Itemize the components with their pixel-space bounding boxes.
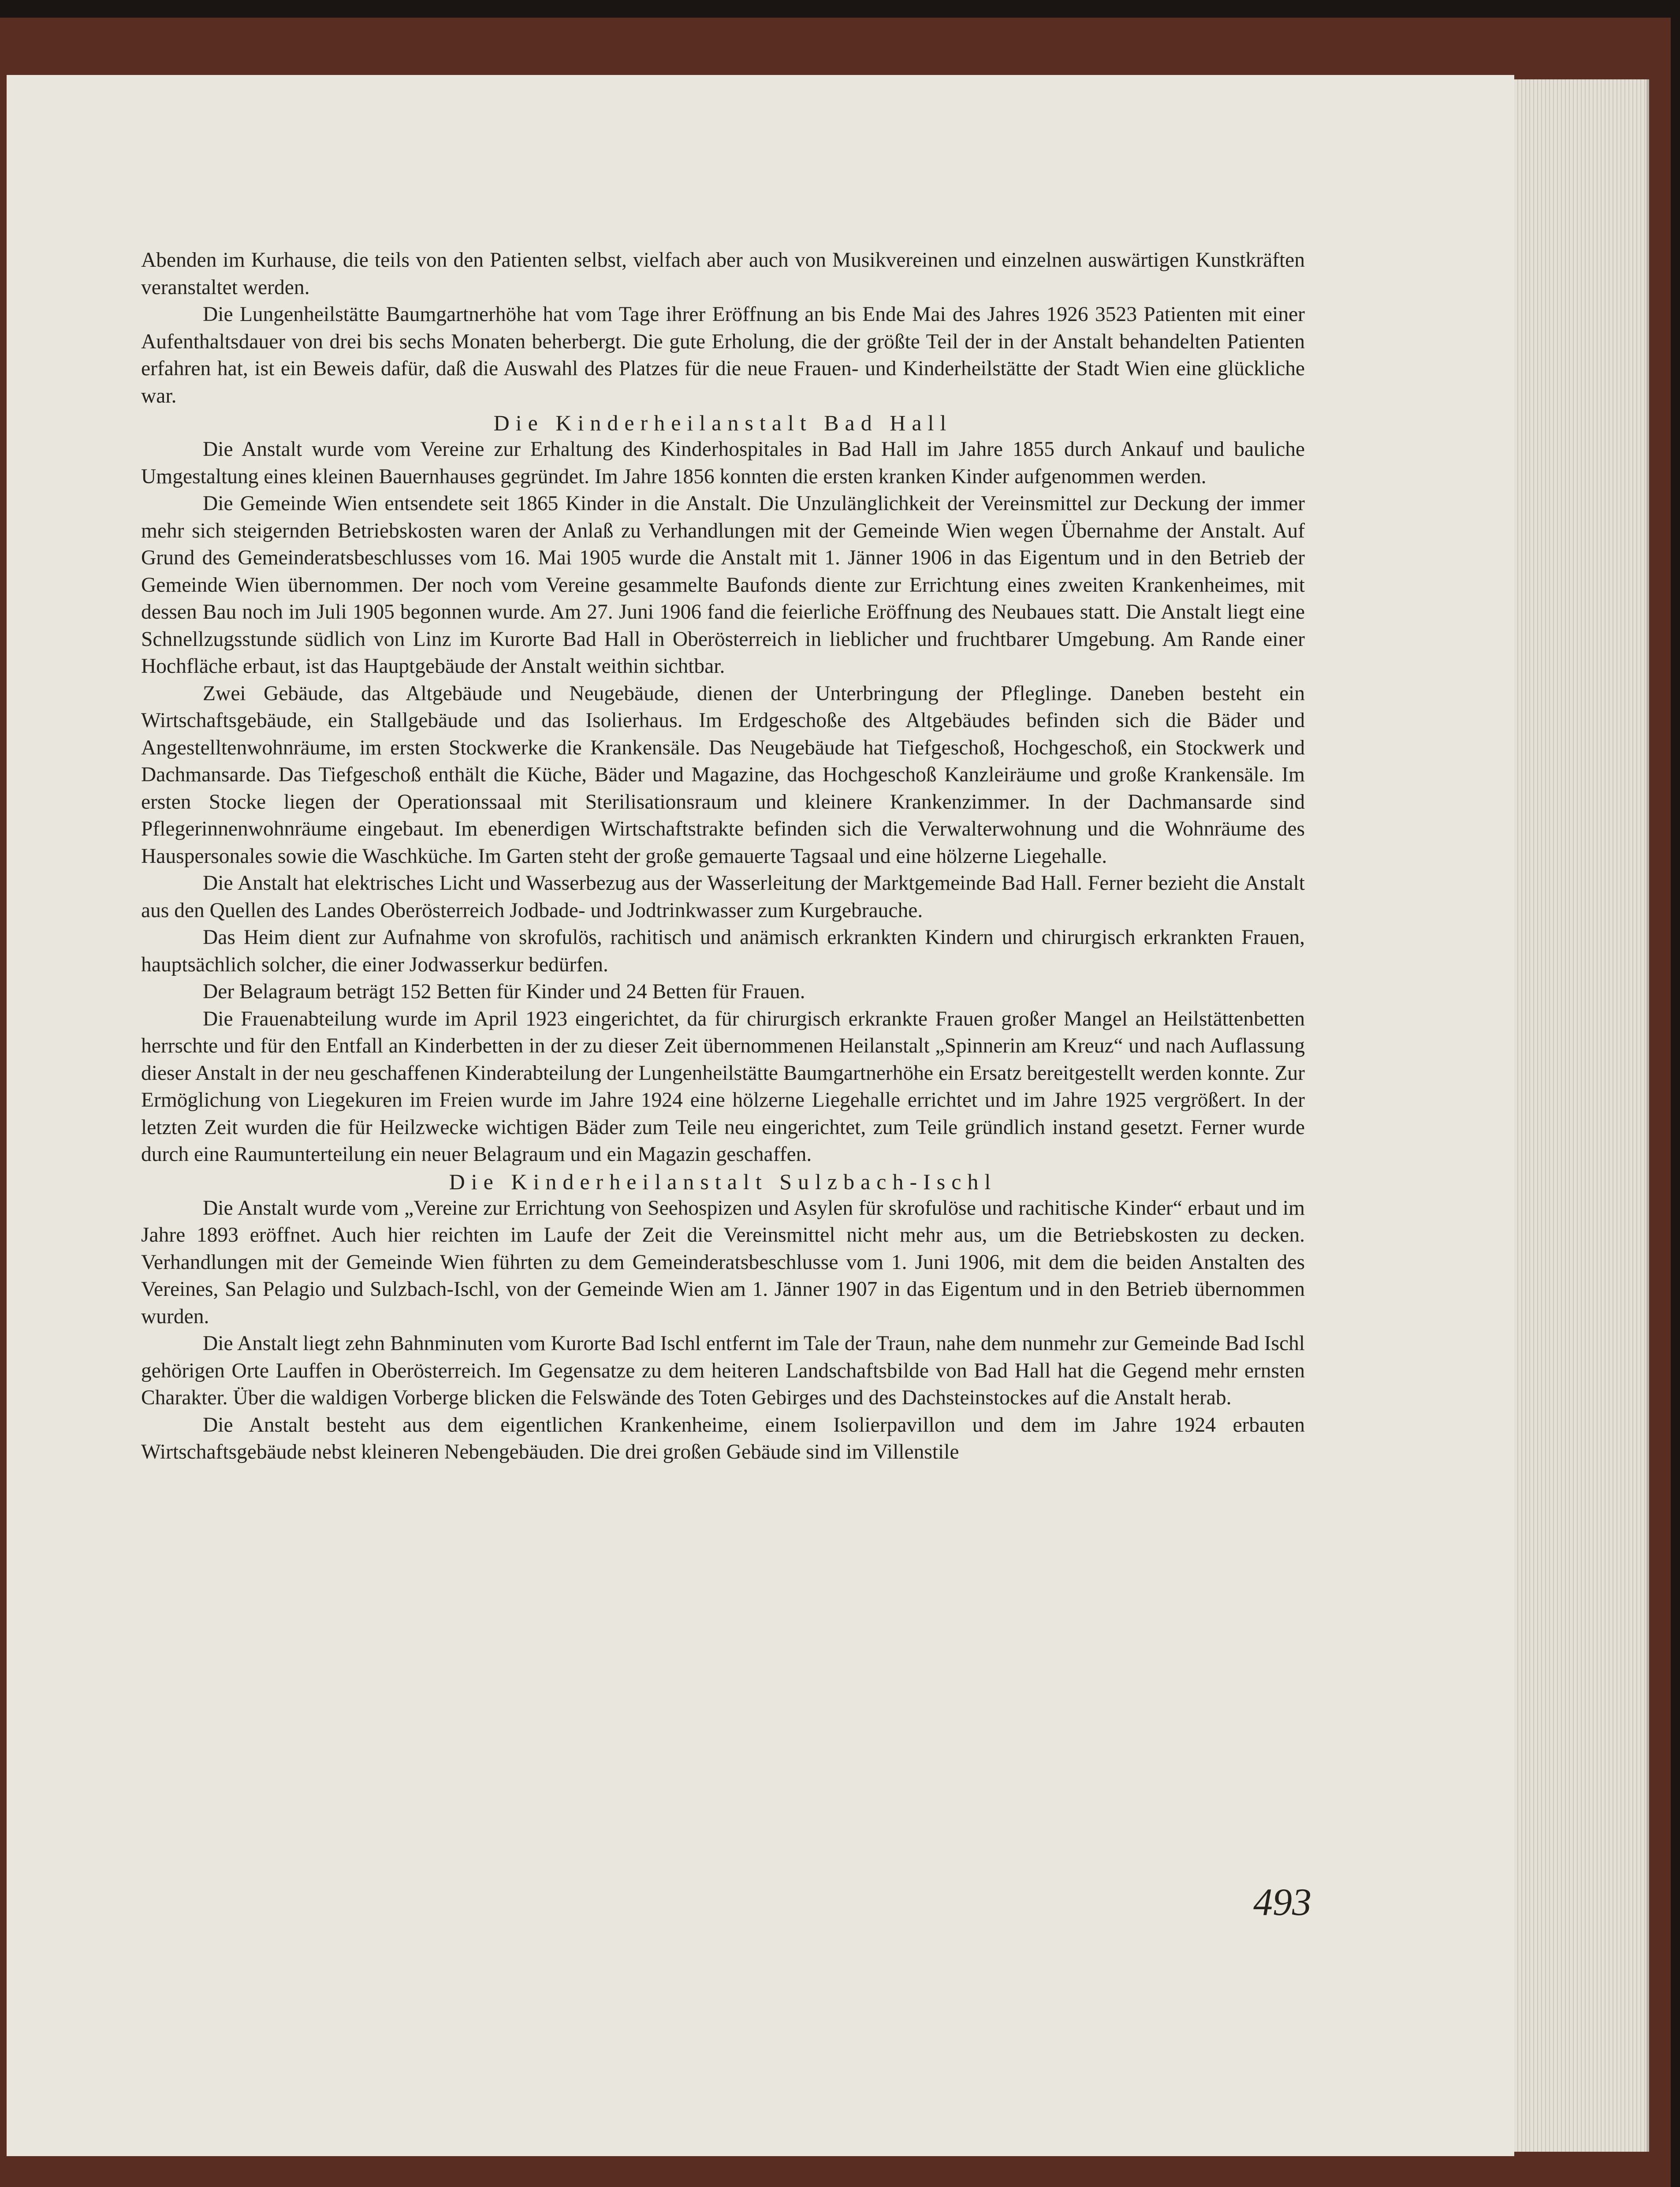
paragraph: Zwei Gebäude, das Altgebäude und Neugebäude, dienen der Unterbringung der Pfleglinge. Daneben besteht ein Wirtschaftsgebäude, ein Stallgebäude und das Isolierhaus. Im Erdgeschoße des Altgebäudes befinden sich die Bäder und Angestelltenwohnräume, im ersten Stockwerke die Krankensäle. Das Neugebäude hat Tiefgeschoß, Hochgeschoß, ein Stockwerk und Dachmansarde. Das Tiefgeschoß enthält die Küche, Bäder und Magazine, das Hochgeschoß Kanzleiräume und große Krankensäle. Im ersten Stocke liegen der Operationssaal mit Sterilisationsraum und kleinere Krankenzimmer. In der Dachmansarde sind Pflegerinnenwohnräume eingebaut. Im ebenerdigen Wirtschaftstrakte befinden sich die Verwalterwohnung und die Wohnräume des Hauspersonales sowie die Waschküche. Im Garten steht der große gemauerte Tagsaal und eine hölzerne Liegehalle. xyxy=(141,682,1305,868)
paragraph: Das Heim dient zur Aufnahme von skrofulös, rachitisch und anämisch erkrankten Kindern und chirurgisch erkrankten Frauen, hauptsächlich solcher, die einer Jodwasserkur bedürfen. xyxy=(141,926,1305,976)
paragraph: Die Anstalt besteht aus dem eigentlichen Krankenheime, einem Isolierpavillon und dem im Jahre 1924 erbauten Wirtschaftsgebäude nebst kleineren Nebengebäuden. Die drei großen Gebäude sind im Villenstile xyxy=(141,1413,1305,1463)
paragraph: Die Anstalt liegt zehn Bahnminuten vom Kurorte Bad Ischl entfernt im Tale der Traun, nahe dem nunmehr zur Gemeinde Bad Ischl gehörigen Orte Lauffen in Oberösterreich. Im Gegensatze zu dem heiteren Landschaftsbilde von Bad Hall hat die Gegend mehr ernsten Charakter. Über die waldigen Vorberge blicken die Felswände des Toten Gebirges und des Dachsteinstockes auf die Anstalt herab. xyxy=(141,1332,1305,1409)
page-text xyxy=(141,247,1305,1466)
paragraph: Die Lungenheilstätte Baumgartnerhöhe hat vom Tage ihrer Eröffnung an bis Ende Mai des Jahres 1926 3523 Patienten mit einer Aufenthaltsdauer von drei bis sechs Monaten beherbergt. Die gute Erholung, die der größte Teil der in der Anstalt behandelten Patienten erfahren hat, ist ein Beweis dafür, daß die Auswahl des Platzes für die neue Frauen- und Kinderheilstätte der Stadt Wien eine glückliche war. xyxy=(141,303,1305,407)
section-heading-sulzbach-ischl: Die Kinderheilanstalt Sulzbach-Ischl xyxy=(449,1169,997,1194)
paragraph: Die Frauenabteilung wurde im April 1923 eingerichtet, da für chirurgisch erkrankte Frauen großer Mangel an Heilstättenbetten herrschte und für den Entfall an Kinderbetten in der zu dieser Zeit übernommenen Heilanstalt „Spinnerin am Kreuz“ und nach Auflassung dieser Anstalt in der neu geschaffenen Kinderabteilung der Lungenheilstätte Baumgartnerhöhe ein Ersatz bereitgestellt werden konnte. Zur Ermöglichung von Liegekuren im Freien wurde im Jahre 1924 eine hölzerne Liegehalle errichtet und im Jahre 1925 vergrößert. In der letzten Zeit wurden die für Heilzwecke wichtigen Bäder zum Teile neu eingerichtet, zum Teile gründlich instand gesetzt. Ferner wurde durch eine Raumunterteilung ein neuer Belagraum und ein Magazin geschaffen. xyxy=(141,1007,1305,1166)
page-edges-stack xyxy=(1514,79,1649,2152)
section-heading-bad-hall: Die Kinderheilanstalt Bad Hall xyxy=(493,411,953,435)
page-number: 493 xyxy=(1253,1881,1311,1924)
paragraph: Die Anstalt hat elektrisches Licht und Wasserbezug aus der Wasserleitung der Marktgemeinde Bad Hall. Ferner bezieht die Anstalt aus den Quellen des Landes Oberösterreich Jodbade- und Jodtrinkwasser zum Kurgebrauche. xyxy=(141,872,1305,922)
paragraph: Die Anstalt wurde vom „Vereine zur Errichtung von Seehospizen und Asylen für skrofulöse und rachitische Kinder“ erbaut und im Jahre 1893 eröffnet. Auch hier reichten im Laufe der Zeit die Vereinsmittel nicht mehr aus, um die Betriebskosten zu decken. Verhandlungen mit der Gemeinde Wien führten zu dem Gemeinderatsbeschlusse vom 1. Juni 1906, mit dem die beiden Anstalten des Vereines, San Pelagio und Sulzbach-Ischl, von der Gemeinde Wien am 1. Jänner 1907 in das Eigentum und in den Betrieb übernommen wurden. xyxy=(141,1196,1305,1328)
paragraph: Die Anstalt wurde vom Vereine zur Erhaltung des Kinderhospitales in Bad Hall im Jahre 1855 durch Ankauf und bauliche Umgestaltung eines kleinen Bauernhauses gegründet. Im Jahre 1856 konnten die ersten kranken Kinder aufgenommen werden. xyxy=(141,438,1305,488)
paragraph: Der Belagraum beträgt 152 Betten für Kinder und 24 Betten für Frauen. xyxy=(203,980,805,1003)
paragraph: Abenden im Kurhause, die teils von den Patienten selbst, vielfach aber auch von Musikvereinen und einzelnen auswärtigen Kunstkräften veranstaltet werden. xyxy=(141,249,1305,299)
paragraph: Die Gemeinde Wien entsendete seit 1865 Kinder in die Anstalt. Die Unzulänglichkeit der Vereinsmittel zur Deckung der immer mehr sich steigernden Betriebskosten waren der Anlaß zu Verhandlungen mit der Gemeinde Wien wegen Übernahme der Anstalt. Auf Grund des Gemeinderatsbeschlusses vom 16. Mai 1905 wurde die Anstalt mit 1. Jänner 1906 in das Eigentum und in den Betrieb der Gemeinde Wien übernommen. Der noch vom Vereine gesammelte Baufonds diente zur Errichtung eines zweiten Krankenheimes, mit dessen Bau noch im Juli 1905 begonnen wurde. Am 27. Juni 1906 fand die feierliche Eröffnung des Neubaues statt. Die Anstalt liegt eine Schnellzugsstunde südlich von Linz im Kurorte Bad Hall in Oberösterreich in lieblicher und fruchtbarer Umgebung. Am Rande einer Hochfläche erbaut, ist das Hauptgebäude der Anstalt weithin sichtbar. xyxy=(141,492,1305,678)
